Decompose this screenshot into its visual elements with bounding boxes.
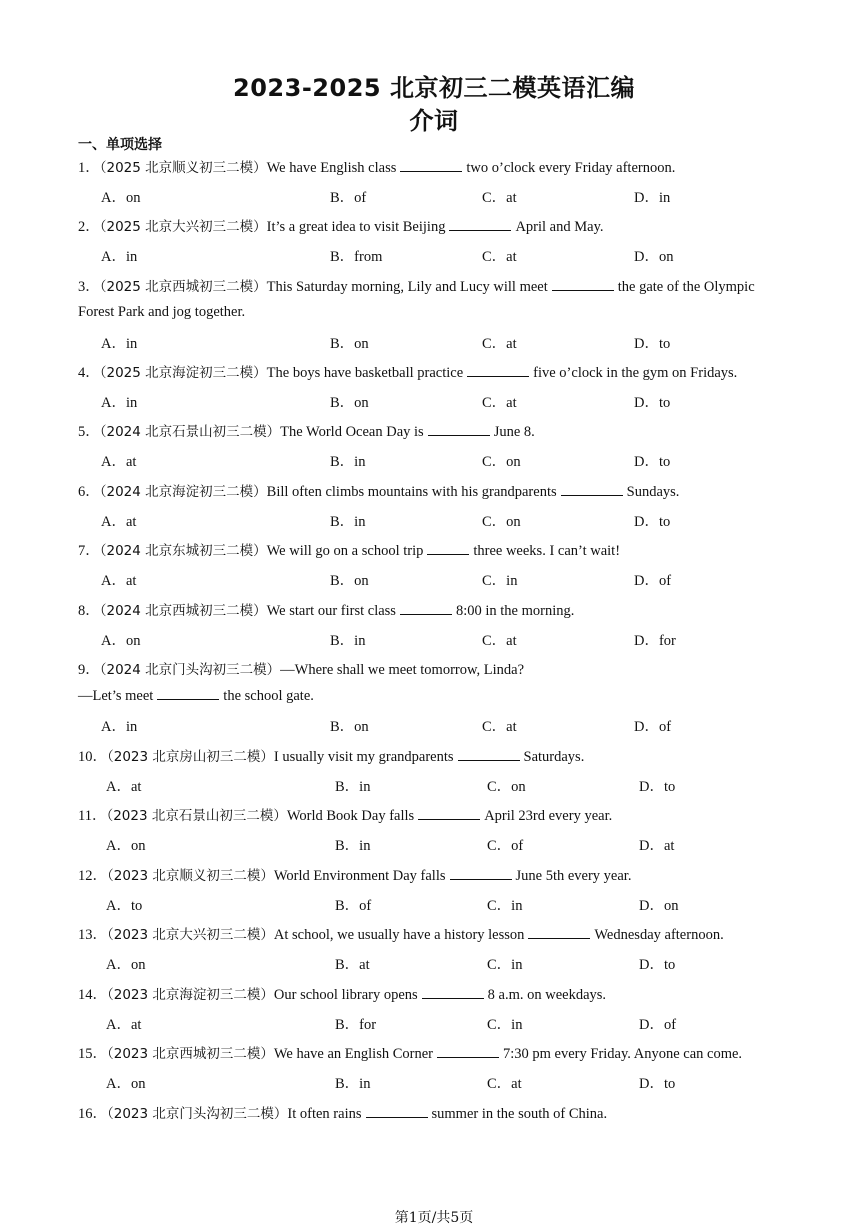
question-source: （2023 北京海淀初三二模）: [107, 987, 274, 1003]
question-text: World Book Day falls: [286, 808, 415, 824]
question-source: （2023 北京门头沟初三二模）: [107, 1106, 288, 1122]
question-source: （2024 北京西城初三二模）: [99, 603, 267, 619]
option-c[interactable]: C．on: [482, 514, 521, 530]
answer-blank: [552, 278, 614, 291]
answer-blank: [422, 986, 484, 999]
option-a[interactable]: A．in: [101, 395, 138, 411]
question-number: 13．: [78, 927, 107, 943]
option-b[interactable]: B．on: [330, 719, 369, 735]
options-row: [0, 450, 868, 470]
question-text-after: the gate of the Olympic: [617, 279, 755, 295]
question-text-after: April 23rd every year.: [484, 808, 613, 824]
question-stem: [78, 923, 724, 944]
options-row: [0, 186, 868, 206]
option-a[interactable]: A．at: [101, 454, 137, 470]
option-b[interactable]: B．in: [335, 1076, 371, 1092]
question-text: We have an English Corner: [273, 1046, 433, 1062]
options-row: [0, 715, 868, 735]
page-footer: 第1页/共5页: [394, 1210, 474, 1226]
question-source: （2024 北京东城初三二模）: [99, 543, 267, 559]
question-source: （2025 北京西城初三二模）: [99, 279, 267, 295]
question-number: 9．: [78, 662, 100, 678]
answer-blank: [437, 1045, 499, 1058]
answer-blank: [467, 364, 529, 377]
option-a[interactable]: A．at: [106, 1017, 142, 1033]
question-stem: [78, 156, 675, 177]
question-number: 1．: [78, 160, 100, 176]
options-row: [0, 1013, 868, 1033]
question-stem: [78, 745, 584, 766]
question-stem: [78, 804, 612, 825]
question-continuation: [78, 687, 314, 705]
question-number: 2．: [78, 219, 100, 235]
question-text: The World Ocean Day is: [280, 424, 424, 440]
option-c[interactable]: C．at: [482, 336, 517, 352]
question-text-after: April and May.: [515, 219, 604, 235]
option-d[interactable]: D．of: [634, 573, 672, 589]
question-text: —Let’s meet: [78, 688, 154, 704]
question-text-after: 8 a.m. on weekdays.: [487, 987, 607, 1003]
options-row: [0, 245, 868, 265]
question-stem: [78, 480, 679, 501]
section-heading: 一、单项选择: [78, 137, 162, 153]
option-a[interactable]: A．on: [101, 190, 141, 206]
page-title: 2023-2025 北京初三二模英语汇编: [233, 74, 635, 102]
option-d[interactable]: D．in: [634, 190, 671, 206]
question-stem: [78, 864, 631, 885]
option-d[interactable]: D．on: [639, 898, 679, 914]
question-continuation: Forest Park and jog together.: [78, 304, 246, 320]
question-stem: [78, 983, 606, 1004]
option-d[interactable]: D．at: [639, 838, 675, 854]
option-c[interactable]: C．in: [482, 573, 518, 589]
option-b[interactable]: B．on: [330, 336, 369, 352]
question-stem: [78, 215, 604, 236]
question-source: （2025 北京海淀初三二模）: [99, 365, 267, 381]
question-text-after: five o’clock in the gym on Fridays.: [533, 365, 738, 381]
question-number: 5．: [78, 424, 100, 440]
option-a[interactable]: A．in: [101, 719, 138, 735]
answer-blank: [427, 542, 469, 555]
option-b[interactable]: B．in: [335, 779, 371, 795]
option-c[interactable]: C．in: [487, 957, 523, 973]
option-b[interactable]: B．on: [330, 573, 369, 589]
question-source: （2025 北京大兴初三二模）: [99, 219, 267, 235]
answer-blank: [528, 926, 590, 939]
options-row: [0, 834, 868, 854]
answer-blank: [561, 483, 623, 496]
option-a[interactable]: A．on: [106, 1076, 146, 1092]
question-source: （2023 北京顺义初三二模）: [107, 868, 274, 884]
answer-blank: [449, 218, 511, 231]
options-row: [0, 1072, 868, 1092]
question-text: The boys have basketball practice: [266, 365, 464, 381]
option-a[interactable]: A．at: [106, 779, 142, 795]
option-a[interactable]: A．at: [101, 514, 137, 530]
option-d[interactable]: D．to: [639, 957, 676, 973]
option-d[interactable]: D．to: [634, 514, 671, 530]
option-b[interactable]: B．in: [330, 514, 366, 530]
question-source: （2024 北京石景山初三二模）: [99, 424, 281, 440]
option-c[interactable]: C．at: [487, 1076, 522, 1092]
answer-blank: [400, 602, 452, 615]
option-b[interactable]: B．in: [330, 454, 366, 470]
question-text-after: June 8.: [493, 424, 535, 440]
question-stem: [78, 275, 755, 296]
option-b[interactable]: B．from: [330, 249, 383, 265]
question-text-after: the school gate.: [223, 688, 314, 704]
option-b[interactable]: B．in: [335, 838, 371, 854]
question-number: 7．: [78, 543, 100, 559]
option-b[interactable]: B．of: [335, 898, 372, 914]
option-d[interactable]: D．of: [639, 1017, 677, 1033]
options-row: [0, 894, 868, 914]
question-text: Our school library opens: [273, 987, 418, 1003]
question-text: This Saturday morning, Lily and Lucy will meet: [266, 279, 548, 295]
question-stem: [78, 1042, 742, 1063]
option-a[interactable]: A．to: [106, 898, 143, 914]
question-stem: [78, 599, 574, 620]
question-text: At school, we usually have a history lesson: [273, 927, 525, 943]
option-d[interactable]: D．to: [634, 454, 671, 470]
question-text-after: two o’clock every Friday afternoon.: [466, 160, 676, 176]
answer-blank: [157, 687, 219, 700]
option-b[interactable]: B．in: [330, 633, 366, 649]
options-row: [0, 510, 868, 530]
question-number: 6．: [78, 484, 100, 500]
options-row: [0, 629, 868, 649]
option-c[interactable]: C．of: [487, 838, 524, 854]
question-text: We have English class: [266, 160, 397, 176]
question-number: 15．: [78, 1046, 107, 1062]
question-stem: [78, 420, 535, 441]
option-b[interactable]: B．at: [335, 957, 370, 973]
question-number: 4．: [78, 365, 100, 381]
option-c[interactable]: C．at: [482, 395, 517, 411]
option-a[interactable]: A．on: [101, 633, 141, 649]
option-a[interactable]: A．at: [101, 573, 137, 589]
question-text-after: Sundays.: [626, 484, 680, 500]
options-row: [0, 332, 868, 352]
question-number: 16．: [78, 1106, 107, 1122]
question-text-after: Saturdays.: [523, 749, 585, 765]
option-d[interactable]: D．on: [634, 249, 674, 265]
option-a[interactable]: A．in: [101, 336, 138, 352]
option-c[interactable]: C．in: [487, 898, 523, 914]
question-text: —Where shall we meet tomorrow, Linda?: [280, 662, 525, 678]
question-text: It often rains: [287, 1106, 362, 1122]
option-c[interactable]: C．at: [482, 633, 517, 649]
option-d[interactable]: D．to: [639, 779, 676, 795]
question-stem: [78, 539, 620, 560]
question-text-after: June 5th every year.: [515, 868, 632, 884]
question-text-after: 8:00 in the morning.: [455, 603, 575, 619]
question-number: 14．: [78, 987, 107, 1003]
option-a[interactable]: A．on: [106, 838, 146, 854]
question-number: 10．: [78, 749, 107, 765]
option-d[interactable]: D．for: [634, 633, 676, 649]
question-text: We start our first class: [266, 603, 396, 619]
question-source: （2024 北京海淀初三二模）: [99, 484, 267, 500]
answer-blank: [366, 1105, 428, 1118]
option-c[interactable]: C．on: [487, 779, 526, 795]
question-text: World Environment Day falls: [273, 868, 446, 884]
option-d[interactable]: D．to: [634, 336, 671, 352]
question-text: We will go on a school trip: [266, 543, 424, 559]
options-row: [0, 953, 868, 973]
question-text: I usually visit my grandparents: [273, 749, 454, 765]
option-b[interactable]: B．on: [330, 395, 369, 411]
option-c[interactable]: C．at: [482, 719, 517, 735]
answer-blank: [458, 748, 520, 761]
option-a[interactable]: A．in: [101, 249, 138, 265]
option-d[interactable]: D．of: [634, 719, 672, 735]
option-b[interactable]: B．for: [335, 1017, 377, 1033]
question-source: （2024 北京门头沟初三二模）: [99, 662, 281, 678]
option-d[interactable]: D．to: [634, 395, 671, 411]
question-text: It’s a great idea to visit Beijing: [266, 219, 446, 235]
answer-blank: [400, 159, 462, 172]
question-stem: [78, 1102, 607, 1123]
answer-blank: [418, 807, 480, 820]
options-row: [0, 569, 868, 589]
answer-blank: [450, 867, 512, 880]
question-text-after: 7:30 pm every Friday. Anyone can come.: [503, 1046, 743, 1062]
question-text-after: three weeks. I can’t wait!: [473, 543, 621, 559]
option-c[interactable]: C．at: [482, 190, 517, 206]
question-stem: [78, 658, 524, 679]
option-d[interactable]: D．to: [639, 1076, 676, 1092]
question-source: （2023 北京房山初三二模）: [107, 749, 274, 765]
option-c[interactable]: C．on: [482, 454, 521, 470]
question-source: （2023 北京大兴初三二模）: [107, 927, 274, 943]
question-number: 8．: [78, 603, 100, 619]
answer-blank: [428, 423, 490, 436]
question-text: Bill often climbs mountains with his grandparents: [266, 484, 557, 500]
page-subtitle: 介词: [409, 107, 459, 135]
question-source: （2023 北京西城初三二模）: [107, 1046, 274, 1062]
question-stem: [78, 361, 737, 382]
question-number: 11．: [78, 808, 107, 824]
question-number: 12．: [78, 868, 107, 884]
option-b[interactable]: B．of: [330, 190, 367, 206]
question-number: 3．: [78, 279, 100, 295]
option-c[interactable]: C．in: [487, 1017, 523, 1033]
option-a[interactable]: A．on: [106, 957, 146, 973]
options-row: [0, 775, 868, 795]
question-source: （2023 北京石景山初三二模）: [106, 808, 287, 824]
question-text-after: summer in the south of China.: [431, 1106, 608, 1122]
question-source: （2025 北京顺义初三二模）: [99, 160, 267, 176]
question-text-after: Wednesday afternoon.: [594, 927, 724, 943]
option-c[interactable]: C．at: [482, 249, 517, 265]
options-row: [0, 391, 868, 411]
